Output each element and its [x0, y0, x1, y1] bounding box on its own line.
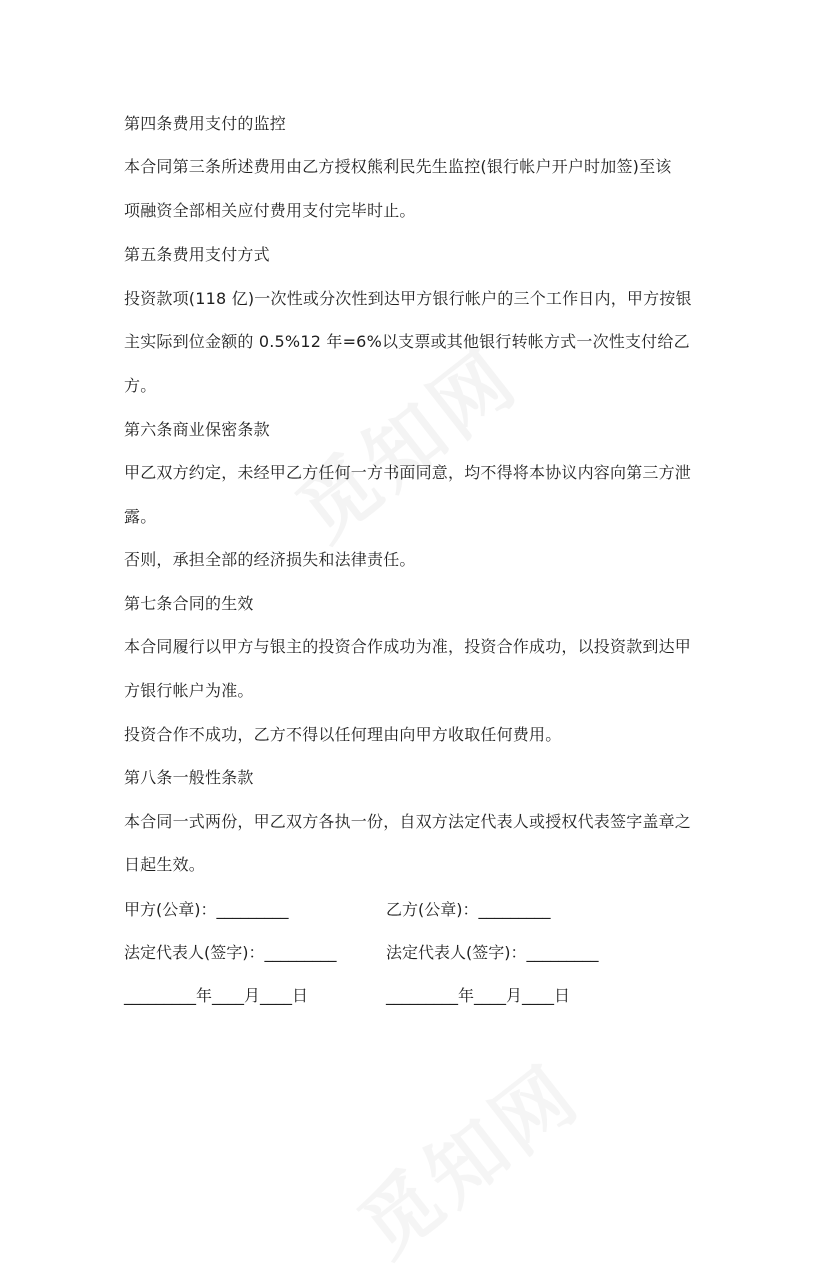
article5-body-line1: 投资款项(118 亿)一次性或分次性到达甲方银行帐户的三个工作日内，甲方按银 [124, 289, 692, 308]
article7-extra: 投资合作不成功，乙方不得以任何理由向甲方收取任何费用。 [124, 725, 562, 744]
article7-heading: 第七条合同的生效 [124, 594, 254, 613]
article5-body-line2: 主实际到位金额的 0.5%12 年=6%以支票或其他银行转帐方式一次性支付给乙 [124, 332, 690, 351]
article6-body-line1: 甲乙双方约定，未经甲乙方任何一方书面同意，均不得将本协议内容向第三方泄 [124, 463, 692, 482]
party-b-date: _________年____月____日 [386, 986, 571, 1005]
article8-body-line1: 本合同一式两份，甲乙双方各执一份，自双方法定代表人或授权代表签字盖章之 [124, 812, 692, 831]
article6-extra: 否则，承担全部的经济损失和法律责任。 [124, 550, 416, 569]
article7-body-line1: 本合同履行以甲方与银主的投资合作成功为准，投资合作成功，以投资款到达甲 [124, 637, 692, 656]
article4-body-line1: 本合同第三条所述费用由乙方授权熊利民先生监控(银行帐户开户时加签)至该 [124, 157, 672, 176]
article6-body-line2: 露。 [124, 507, 157, 526]
party-a-seal: 甲方(公章)：_________ [124, 900, 289, 919]
party-a-date: _________年____月____日 [124, 986, 309, 1005]
article6-heading: 第六条商业保密条款 [124, 420, 270, 439]
article4-heading: 第四条费用支付的监控 [124, 114, 287, 133]
article5-heading: 第五条费用支付方式 [124, 245, 270, 264]
article4-body-line2: 项融资全部相关应付费用支付完毕时止。 [124, 201, 416, 220]
article8-body-line2: 日起生效。 [124, 855, 206, 874]
party-a-representative: 法定代表人(签字)：_________ [124, 943, 337, 962]
watermark-bottom [332, 1034, 600, 1277]
party-b-seal: 乙方(公章)：_________ [386, 900, 551, 919]
article7-body-line2: 方银行帐户为准。 [124, 681, 254, 700]
article8-heading: 第八条一般性条款 [124, 768, 254, 787]
party-b-representative: 法定代表人(签字)：_________ [386, 943, 599, 962]
article5-body-line3: 方。 [124, 376, 157, 395]
